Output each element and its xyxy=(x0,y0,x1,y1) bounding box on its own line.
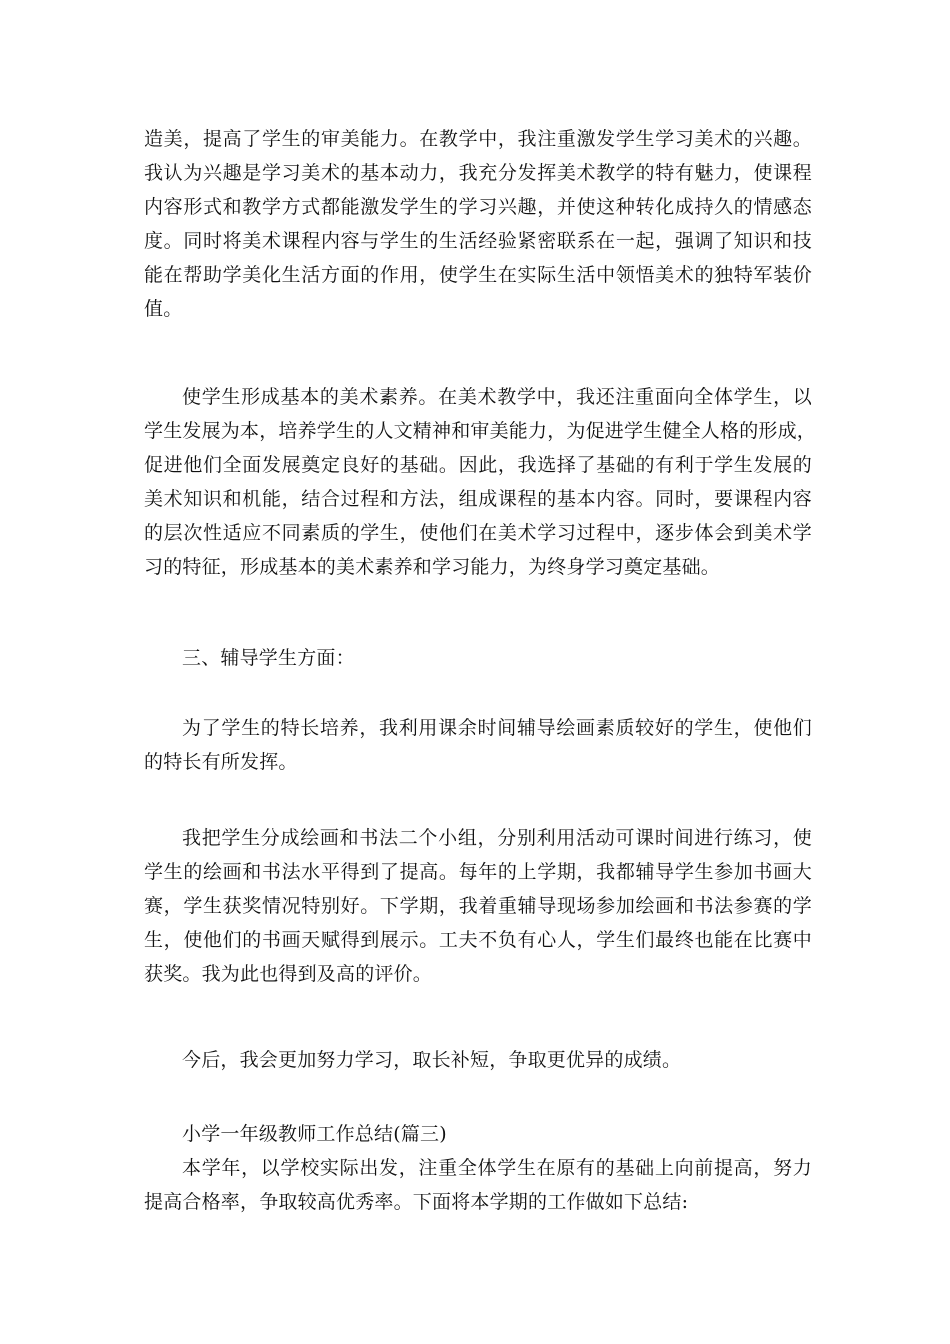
text-line: 促进他们全面发展奠定良好的基础。因此，我选择了基础的有利于学生发展的 xyxy=(144,454,812,476)
text-line: 我认为兴趣是学习美术的基本动力，我充分发挥美术教学的特有魅力，使课程 xyxy=(144,162,812,184)
text-line: 度。同时将美术课程内容与学生的生活经验紧密联系在一起，强调了知识和技 xyxy=(144,230,812,252)
paragraph-group-practice xyxy=(144,821,812,991)
text-line: 的层次性适应不同素质的学生，使他们在美术学习过程中，逐步体会到美术学 xyxy=(144,522,812,544)
text-line: 造美，提高了学生的审美能力。在教学中，我注重激发学生学习美术的兴趣。 xyxy=(144,128,812,150)
text-line: 赛，学生获奖情况特别好。下学期，我着重辅导现场参加绘画和书法参赛的学 xyxy=(144,895,812,917)
text-line: 本学年，以学校实际出发，注重全体学生在原有的基础上向前提高，努力 xyxy=(182,1157,812,1179)
section-heading-student-guidance xyxy=(144,641,812,675)
text-line: 为了学生的特长培养，我利用课余时间辅导绘画素质较好的学生，使他们 xyxy=(182,717,812,739)
text-line: 使学生形成基本的美术素养。在美术教学中，我还注重面向全体学生，以 xyxy=(182,386,812,408)
text-line: 的特长有所发挥。 xyxy=(144,751,298,773)
text-line: 我把学生分成绘画和书法二个小组，分别利用活动可课时间进行练习，使 xyxy=(182,827,812,849)
paragraph-talent-training xyxy=(144,711,812,779)
text-line: 美术知识和机能，结合过程和方法，组成课程的基本内容。同时，要课程内容 xyxy=(144,488,812,510)
text-line: 生，使他们的书画天赋得到展示。工夫不负有心人，学生们最终也能在比赛中 xyxy=(144,929,812,951)
paragraph-art-interest xyxy=(144,122,812,326)
text-line: 三、辅导学生方面： xyxy=(182,647,355,669)
paragraph-summary-part-three xyxy=(144,1117,812,1219)
text-line: 能在帮助学美化生活方面的作用，使学生在实际生活中领悟美术的独特军装价 xyxy=(144,264,812,286)
text-line: 学生的绘画和书法水平得到了提高。每年的上学期，我都辅导学生参加书画大 xyxy=(144,861,812,883)
text-line: 提高合格率，争取较高优秀率。下面将本学期的工作做如下总结: xyxy=(144,1191,689,1213)
text-line: 获奖。我为此也得到及高的评价。 xyxy=(144,963,433,985)
paragraph-art-literacy xyxy=(144,380,817,584)
text-line: 习的特征，形成基本的美术素养和学习能力，为终身学习奠定基础。 xyxy=(144,556,721,578)
text-line: 学生发展为本，培养学生的人文精神和审美能力，为促进学生健全人格的形成， xyxy=(144,420,817,442)
paragraph-future-plan xyxy=(144,1043,812,1077)
section-title: 小学一年级教师工作总结(篇三) xyxy=(182,1123,447,1145)
text-line: 内容形式和教学方式都能激发学生的学习兴趣，并使这种转化成持久的情感态 xyxy=(144,196,812,218)
text-line: 值。 xyxy=(144,298,183,320)
text-line: 今后，我会更加努力学习，取长补短，争取更优异的成绩。 xyxy=(182,1049,682,1071)
